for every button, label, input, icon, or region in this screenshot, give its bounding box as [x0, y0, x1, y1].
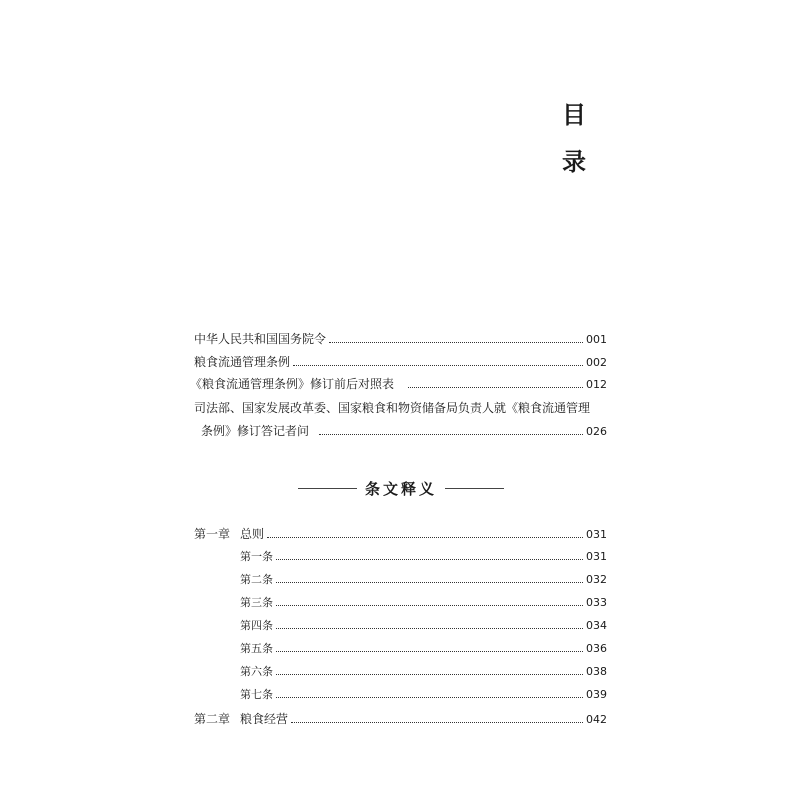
toc-entry-page: 031: [586, 528, 607, 541]
leader-dots: [276, 627, 583, 629]
article-label: 第七条: [240, 688, 273, 701]
leader-dots: [267, 536, 583, 538]
toc-article-entry[interactable]: [240, 664, 607, 680]
toc-entry-page: 034: [586, 619, 607, 632]
article-label: 第五条: [240, 642, 273, 655]
toc-article-entry[interactable]: [240, 549, 607, 565]
toc-entry-page: 038: [586, 665, 607, 678]
toc-entry-page: 031: [586, 550, 607, 563]
toc-article-entry[interactable]: [240, 618, 607, 634]
section-divider: [298, 478, 504, 498]
toc-entry-label: 中华人民共和国国务院令: [194, 332, 327, 346]
leader-dots: [276, 558, 583, 560]
toc-article-entry[interactable]: [240, 687, 607, 703]
leader-dots: [276, 696, 583, 698]
toc-article-entry[interactable]: [240, 595, 607, 611]
article-label: 第四条: [240, 619, 273, 632]
toc-entry-page: 001: [586, 333, 607, 346]
toc-chapter-entry[interactable]: [194, 526, 607, 543]
chapter-label: [194, 711, 288, 727]
divider-rule-left: [298, 488, 357, 489]
toc-article-entry[interactable]: [240, 641, 607, 657]
leader-dots: [293, 364, 583, 366]
toc-entry[interactable]: [194, 354, 607, 371]
toc-entry-page: 039: [586, 688, 607, 701]
toc-entry-page: 032: [586, 573, 607, 586]
toc-chapter-entry[interactable]: [194, 711, 607, 728]
divider-rule-right: [445, 488, 504, 489]
toc-entry-label: 粮食流通管理条例: [194, 355, 291, 369]
article-label: 第三条: [240, 596, 273, 609]
toc-entry-label: 条例》修订答记者问: [201, 424, 310, 438]
toc-title-char-2: 录: [562, 148, 586, 176]
chapter-title: 总则: [240, 527, 265, 541]
leader-dots: [276, 650, 583, 652]
toc-entry[interactable]: [194, 331, 607, 348]
chapter-number: 第一章: [194, 527, 231, 541]
toc-entry-page: 012: [586, 378, 607, 391]
toc-entry[interactable]: [190, 376, 607, 393]
toc-entry-label: 《粮食流通管理条例》修订前后对照表: [190, 377, 395, 391]
leader-dots: [276, 604, 583, 606]
toc-title-char-1: 目: [562, 101, 586, 129]
toc-entry-page: 036: [586, 642, 607, 655]
toc-entry-page: 033: [586, 596, 607, 609]
toc-entry-page: 042: [586, 713, 607, 726]
toc-entry-page: 026: [586, 425, 607, 438]
toc-article-entry[interactable]: [240, 572, 607, 588]
leader-dots: [276, 581, 583, 583]
leader-dots: [291, 721, 583, 723]
article-label: 第六条: [240, 665, 273, 678]
toc-entry[interactable]: [201, 423, 607, 440]
chapter-title: 粮食经营: [240, 712, 289, 726]
chapter-number: 第二章: [194, 712, 231, 726]
leader-dots: [276, 673, 583, 675]
leader-dots: [319, 433, 583, 435]
leader-dots: [329, 341, 583, 343]
toc-entry-page: 002: [586, 356, 607, 369]
leader-dots: [408, 386, 583, 388]
toc-entry-label-line1[interactable]: 司法部、国家发展改革委、国家粮食和物资储备局负责人就《粮食流通管理: [194, 401, 591, 415]
article-label: 第二条: [240, 573, 273, 586]
section-heading: 条文释义: [365, 479, 438, 498]
article-label: 第一条: [240, 550, 273, 563]
chapter-label: [194, 526, 264, 542]
